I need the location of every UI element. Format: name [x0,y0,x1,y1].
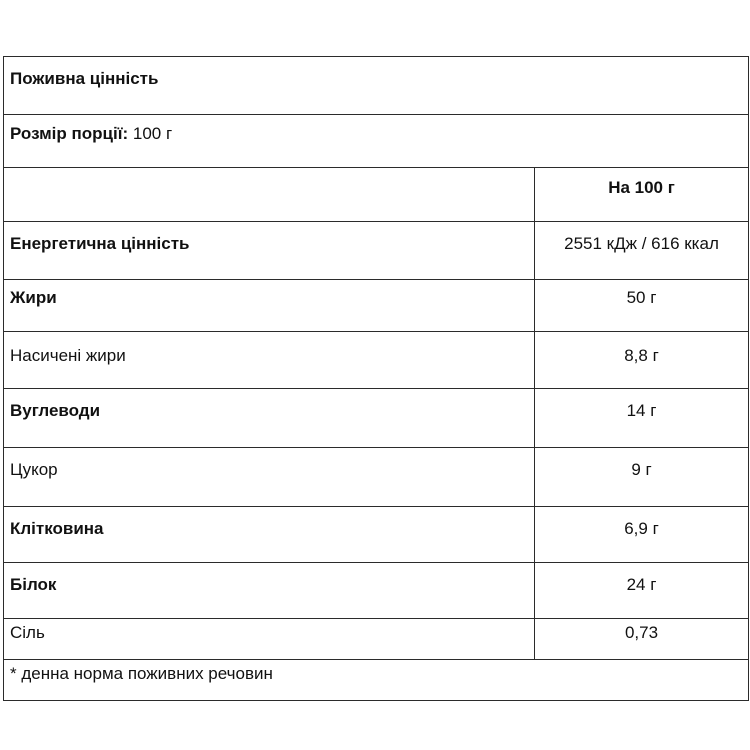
portion-value: 100 г [128,124,173,143]
row-value-fiber: 6,9 г [535,507,749,563]
table-row [4,563,749,619]
portion-cell [4,115,749,168]
title-row [4,57,749,115]
row-label-protein: Білок [4,563,535,619]
table-row [4,332,749,389]
portion-label: Розмір порції: [10,124,129,143]
row-value-salt: 0,73 [535,619,749,660]
row-label-salt: Сіль [4,619,535,660]
portion-row [4,115,749,168]
column-header: На 100 г [535,168,749,222]
table-row [4,280,749,332]
table-row [4,222,749,280]
footnote-row [4,660,749,701]
row-value-fat: 50 г [535,280,749,332]
table-row [4,448,749,507]
table-row [4,389,749,448]
row-label-carbs: Вуглеводи [4,389,535,448]
row-value-protein: 24 г [535,563,749,619]
row-label-sugar: Цукор [4,448,535,507]
row-label-fiber: Клітковина [4,507,535,563]
row-label-energy: Енергетична цінність [4,222,535,280]
row-label-fat: Жири [4,280,535,332]
nutrition-table [3,56,749,701]
footnote: * денна норма поживних речовин [4,660,749,701]
header-empty-cell [4,168,535,222]
row-value-saturated-fat: 8,8 г [535,332,749,389]
row-value-carbs: 14 г [535,389,749,448]
row-value-sugar: 9 г [535,448,749,507]
table-row [4,507,749,563]
row-label-saturated-fat: Насичені жири [4,332,535,389]
table-title: Поживна цінність [4,57,749,115]
row-value-energy: 2551 кДж / 616 ккал [535,222,749,280]
header-row [4,168,749,222]
table-row [4,619,749,660]
